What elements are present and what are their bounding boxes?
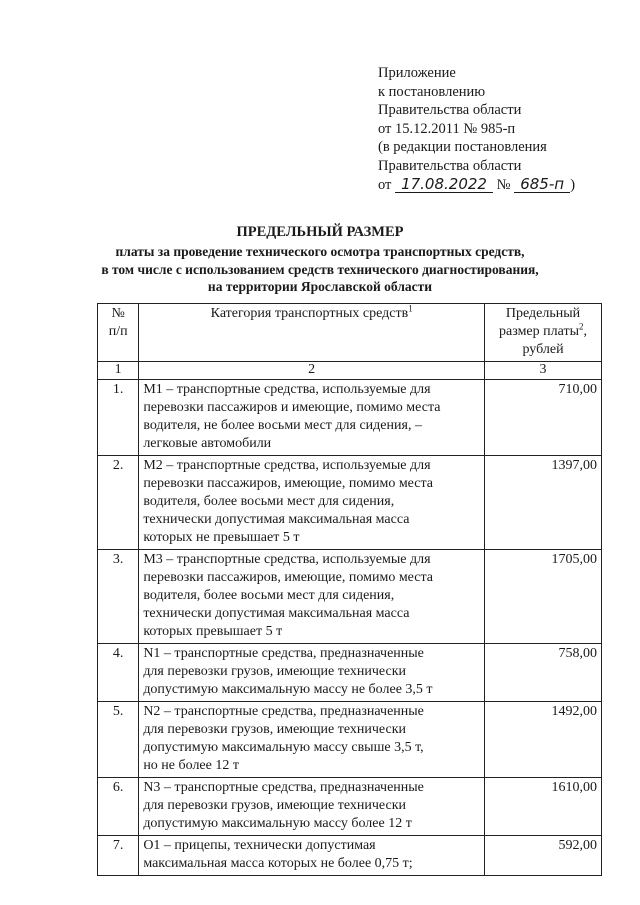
row-category [139,702,485,778]
category-line: водителя, более восьми мест для сидения, [143,494,395,509]
subtitle-line: платы за проведение технического осмотра транспортных средств, [115,244,525,259]
header-category [139,304,485,362]
appendix-block [378,64,618,194]
header-number-line: п/п [108,324,128,339]
header-row [98,304,602,362]
table-row [98,836,602,876]
subtitle-line: на территории Ярославской области [207,279,433,294]
appendix-line: Правительства области [378,102,522,119]
row-fee: 592,00 [485,836,602,876]
category-line: M2 – транспортные средства, используемые для [143,458,431,473]
row-fee: 1397,00 [485,456,602,550]
category-line: N1 – транспортные средства, предназначенные [143,646,424,661]
header-fee-comma: , [583,324,588,339]
column-index: 2 [139,362,485,380]
handwritten-date: 17.08.2022 [395,176,493,193]
category-line: легковые автомобили [143,436,272,451]
row-number: 7. [98,836,139,876]
handwritten-number: 685-п [514,176,570,193]
table-row [98,644,602,702]
column-index-row [98,362,602,380]
category-line: технически допустимая максимальная масса [143,606,410,621]
row-category [139,836,485,876]
table-row [98,702,602,778]
category-line: M3 – транспортные средства, используемые для [143,552,431,567]
category-line: M1 – транспортные средства, используемые для [143,382,431,397]
row-category [139,644,485,702]
category-line: N2 – транспортные средства, предназначенные [143,704,424,719]
footnote-mark: 1 [408,303,413,314]
document-subtitle [80,243,560,296]
header-fee-line: рублей [522,342,564,357]
category-line: технически допустимая максимальная масса [143,512,410,527]
fee-table [97,303,602,876]
header-category-label: Категория транспортных средств [210,306,409,321]
header-number-line: № [111,306,125,321]
closing-bracket: ) [570,176,576,193]
table-row [98,380,602,456]
appendix-line: Приложение [378,65,456,81]
row-category [139,380,485,456]
category-line: допустимую максимальную массу не более 3,5 т [143,682,433,697]
row-fee: 758,00 [485,644,602,702]
category-line: допустимую максимальную массу более 12 т [143,816,412,831]
category-line: перевозки пассажиров, имеющие, помимо места [143,476,433,491]
row-fee: 1492,00 [485,702,602,778]
category-line: O1 – прицепы, технически допустимая [143,838,376,853]
category-line: водителя, более восьми мест для сидения, [143,588,395,603]
row-category [139,456,485,550]
appendix-line: (в редакции постановления [378,139,547,156]
category-line: N3 – транспортные средства, предназначенные [143,780,424,795]
appendix-line: от 15.12.2011 № 985-п [378,120,516,137]
category-line: перевозки пассажиров, имеющие, помимо места [143,570,433,585]
column-index: 1 [98,362,139,380]
row-category [139,778,485,836]
appendix-line: к постановлению [378,83,486,100]
number-sign: № [496,176,511,193]
row-number: 5. [98,702,139,778]
appendix-line: Правительства области [378,157,522,174]
table-row [98,550,602,644]
table-row [98,778,602,836]
amendment-line [378,176,618,195]
row-fee: 1705,00 [485,550,602,644]
category-line: для перевозки грузов, имеющие технически [143,798,406,813]
header-number [98,304,139,362]
category-line: перевозки пассажиров и имеющие, помимо места [143,400,441,415]
header-fee-text: размер платы [499,324,580,339]
category-line: для перевозки грузов, имеющие технически [143,664,406,679]
row-number: 6. [98,778,139,836]
category-line: которых не превышает 5 т [143,530,300,545]
header-fee-line: Предельный [505,306,581,321]
footnote-mark: 2 [579,321,584,332]
row-number: 1. [98,380,139,456]
row-number: 4. [98,644,139,702]
category-line: для перевозки грузов, имеющие технически [143,722,406,737]
category-line: максимальная масса которых не более 0,75 т; [143,856,413,871]
row-number: 3. [98,550,139,644]
document-title: ПРЕДЕЛЬНЫЙ РАЗМЕР [236,224,404,240]
header-fee [485,304,602,362]
amendment-from-label: от [378,176,392,193]
header-fee-line [489,323,597,341]
category-line: допустимую максимальную массу свыше 3,5 т, [143,740,424,755]
row-number: 2. [98,456,139,550]
table-row [98,456,602,550]
column-index: 3 [485,362,602,380]
subtitle-line: в том числе с использованием средств технического диагностирования, [101,261,539,277]
category-line: которых превышает 5 т [143,624,283,639]
row-category [139,550,485,644]
category-line: водителя, не более восьми мест для сидения, – [143,418,422,433]
row-fee: 710,00 [485,380,602,456]
category-line: но не более 12 т [143,758,239,773]
row-fee: 1610,00 [485,778,602,836]
